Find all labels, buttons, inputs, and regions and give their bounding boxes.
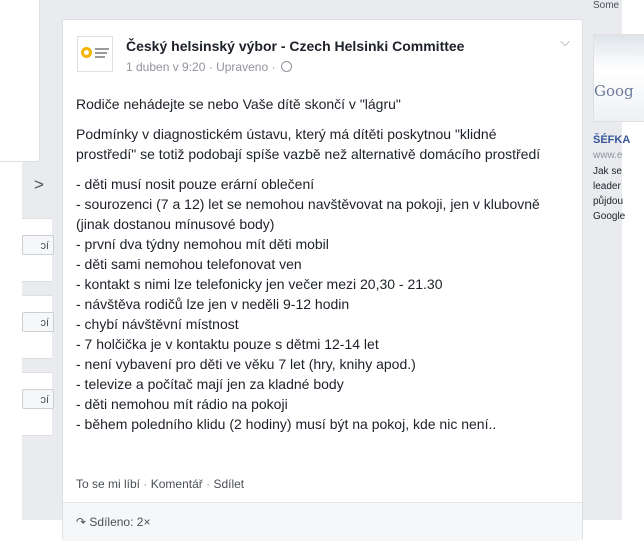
action-sep: · [206,477,211,491]
share-link[interactable]: Sdílet [213,477,245,491]
logo-line [95,56,105,58]
left-action-button[interactable]: ɔí [22,235,54,255]
page-name-link[interactable]: Český helsinský výbor - Czech Helsinki Committee [126,38,465,54]
action-sep: · [143,477,148,491]
post-body [76,94,546,434]
page-avatar[interactable] [77,36,113,72]
logo-line [95,48,109,50]
list-item: - kontakt s nimi lze telefonicky jen večer mezi 20,30 - 21.30 [76,276,443,292]
list-item: - děti musí nosit pouze erární oblečení [76,176,315,192]
post-meta [126,60,292,74]
globe-icon[interactable] [281,61,292,72]
share-summary [63,502,582,541]
meta-sep: · [208,60,213,74]
list-item: - není vybavení pro děti ve věku 7 let (hry, knihy apod.) [76,356,416,372]
list-item: - první dva týdny nemohou mít děti mobil [76,236,329,252]
list-item: - 7 holčička je v kontaktu pouze s dětmi 12-14 let [76,336,379,352]
list-item: - děti sami nemohou telefonovat ven [76,256,302,272]
comment-link[interactable]: Komentář [150,477,203,491]
right-column-top-text: Some [593,0,620,11]
list-item: - během poledního klidu (2 hodiny) musí být na pokoj, kde nic není.. [76,416,497,432]
post-intro: Podmínky v diagnostickém ústavu, který má dítěti poskytnou "klidné prostředí" se totiž podobají spíše vazbě než alternativě domácího prostředí [76,126,541,162]
share-icon: ↷ [76,515,87,529]
feed-post [62,19,583,541]
list-item: - návštěva rodičů lze jen v neděli 9-12 hodin [76,296,350,312]
post-bullet-list [76,174,546,434]
shared-count-label: Sdíleno: 2× [89,515,151,529]
list-item: - sourozenci (7 a 12) let se nemohou navštěvovat na pokoji, jen v klubovně (jinak dostanou mínusové body) [76,196,544,232]
chevron-down-icon[interactable]: ⌵ [560,34,570,49]
left-suggestion-card [22,218,52,282]
left-action-button[interactable]: ɔí [22,389,54,409]
chevron-right-icon[interactable]: > [34,175,44,194]
post-actions [76,477,244,491]
ad-image-text: Goog [594,82,634,100]
like-link[interactable]: To se mi líbí [76,477,141,491]
ad-url[interactable]: www.e [593,150,623,161]
ad-title[interactable]: ŠÉFKA [593,134,631,146]
meta-sep: · [271,60,276,74]
ad-body: Jak se leader půjdou Google [593,166,626,222]
list-item: - děti nemohou mít rádio na pokoji [76,396,288,412]
shared-count[interactable] [76,515,150,529]
left-card [0,0,40,162]
list-item: - chybí návštěvní místnost [76,316,239,332]
left-suggestion-card [22,372,52,436]
left-suggestion-card [22,295,52,359]
list-item: - televize a počítač mají jen za kladné body [76,376,344,392]
logo-ring-icon [81,47,92,58]
logo-line [95,52,107,54]
left-action-button[interactable]: ɔí [22,312,54,332]
post-headline: Rodiče nehádejte se nebo Vaše dítě skončí v "lágru" [76,96,401,112]
ad-image[interactable] [593,34,644,122]
post-date[interactable]: 1 duben v 9:20 [126,60,206,74]
edited-label[interactable]: Upraveno [216,60,269,74]
